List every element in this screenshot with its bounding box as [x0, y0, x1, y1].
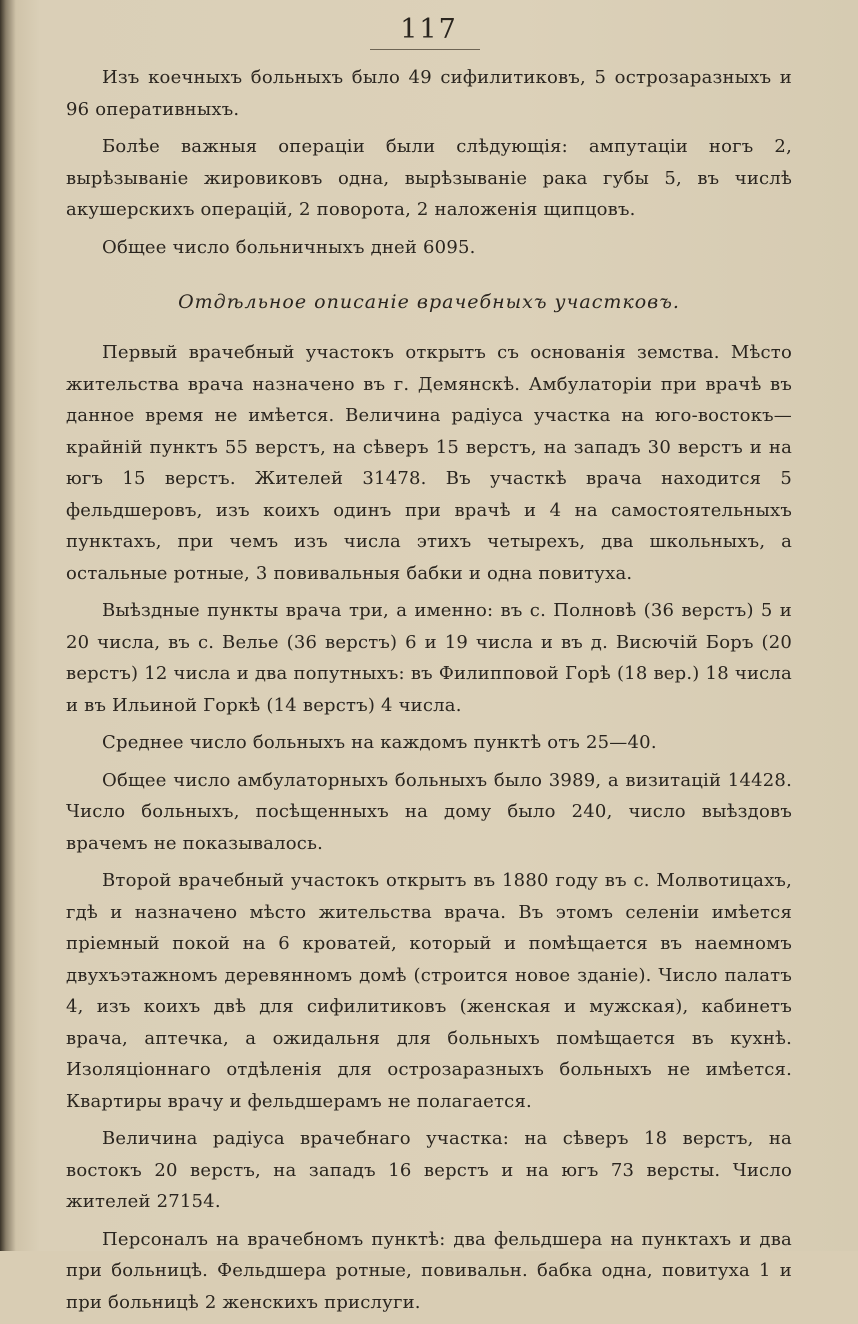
- paragraph-district-radius: Величина радіуса врачебнаго участка: на сѣверъ 18 верстъ, на востокъ 20 верстъ, на западъ 16 верстъ и на югъ 73 версты. Число жителей 27154.: [66, 1128, 792, 1212]
- header-rule: [370, 49, 480, 50]
- paragraph-personnel: Персоналъ на врачебномъ пунктѣ: два фельдшера на пунктахъ и два при больницѣ. Фельдшера ротные, повивальн. бабка одна, повитуха 1 и при больницѣ 2 женскихъ прислуги.: [66, 1228, 792, 1313]
- body-text: [66, 62, 792, 1324]
- paragraph-average-patients: Среднее число больныхъ на каждомъ пунктѣ отъ 25—40.: [102, 732, 657, 753]
- paragraph-hospital-days: Общее число больничныхъ дней 6095.: [102, 236, 476, 258]
- paragraph-second-district: Второй врачебный участокъ открытъ въ 1880 году въ с. Молвотицахъ, гдѣ и назначено мѣсто жительства врача. Въ этомъ селеніи имѣется пріемный покой на 6 кроватей, который и помѣщается въ наемномъ двухъэтажномъ деревянномъ домѣ (строится новое зданіе). Число палатъ 4, изъ коихъ двѣ для сифилитиковъ (женская и мужская), кабинетъ врача, аптечка, а ожидальня для больныхъ помѣщается въ кухнѣ. Изоляціоннаго отдѣленія для острозаразныхъ больныхъ не имѣется. Квартиры врачу и фельдшерамъ не полагается.: [66, 870, 792, 1112]
- paragraph-operations: Болѣе важныя операціи были слѣдующія: ампутаціи ногъ 2, вырѣзываніе жировиковъ одна, вырѣзываніе рака губы 5, въ числѣ акушерскихъ операцій, 2 поворота, 2 наложенія щипцовъ.: [66, 136, 792, 220]
- paragraph-ambulatory-total: Общее число амбулаторныхъ больныхъ было 3989, а визитацій 14428. Число больныхъ, посѣщенныхъ на дому было 240, число выѣздовъ врачемъ не показывалось.: [66, 769, 792, 854]
- paragraph-visit-points: Выѣздные пункты врача три, а именно: въ с. Полновѣ (36 верстъ) 5 и 20 числа, въ с. Велье (36 верстъ) 6 и 19 числа и въ д. Висючій Боръ (20 верстъ) 12 числа и два попутныхъ: въ Филипповой Горѣ (18 вер.) 18 числа и въ Ильиной Горкѣ (14 верстъ) 4 числа.: [66, 600, 792, 716]
- paragraph-bed-patients: Изъ коечныхъ больныхъ было 49 сифилитиковъ, 5 острозаразныхъ и 96 оперативныхъ.: [66, 67, 792, 120]
- page-number: 117: [400, 14, 458, 45]
- paragraph-first-district: Первый врачебный участокъ открытъ съ основанія земства. Мѣсто жительства врача назначено въ г. Демянскѣ. Амбулаторіи при врачѣ въ данное время не имѣется. Величина радіуса участка на юго-востокъ—крайній пунктъ 55 верстъ, на сѣверъ 15 верстъ, на западъ 30 верстъ и на югъ 15 верстъ. Жителей 31478. Въ участкѣ врача находится 5 фельдшеровъ, изъ коихъ одинъ при врачѣ и 4 на самостоятельныхъ пунктахъ, при чемъ изъ числа этихъ четырехъ, два школьныхъ, а остальные ротные, 3 повивальныя бабки и одна повитуха.: [66, 342, 792, 584]
- section-heading: Отдѣльное описаніе врачебныхъ участковъ.: [178, 291, 680, 313]
